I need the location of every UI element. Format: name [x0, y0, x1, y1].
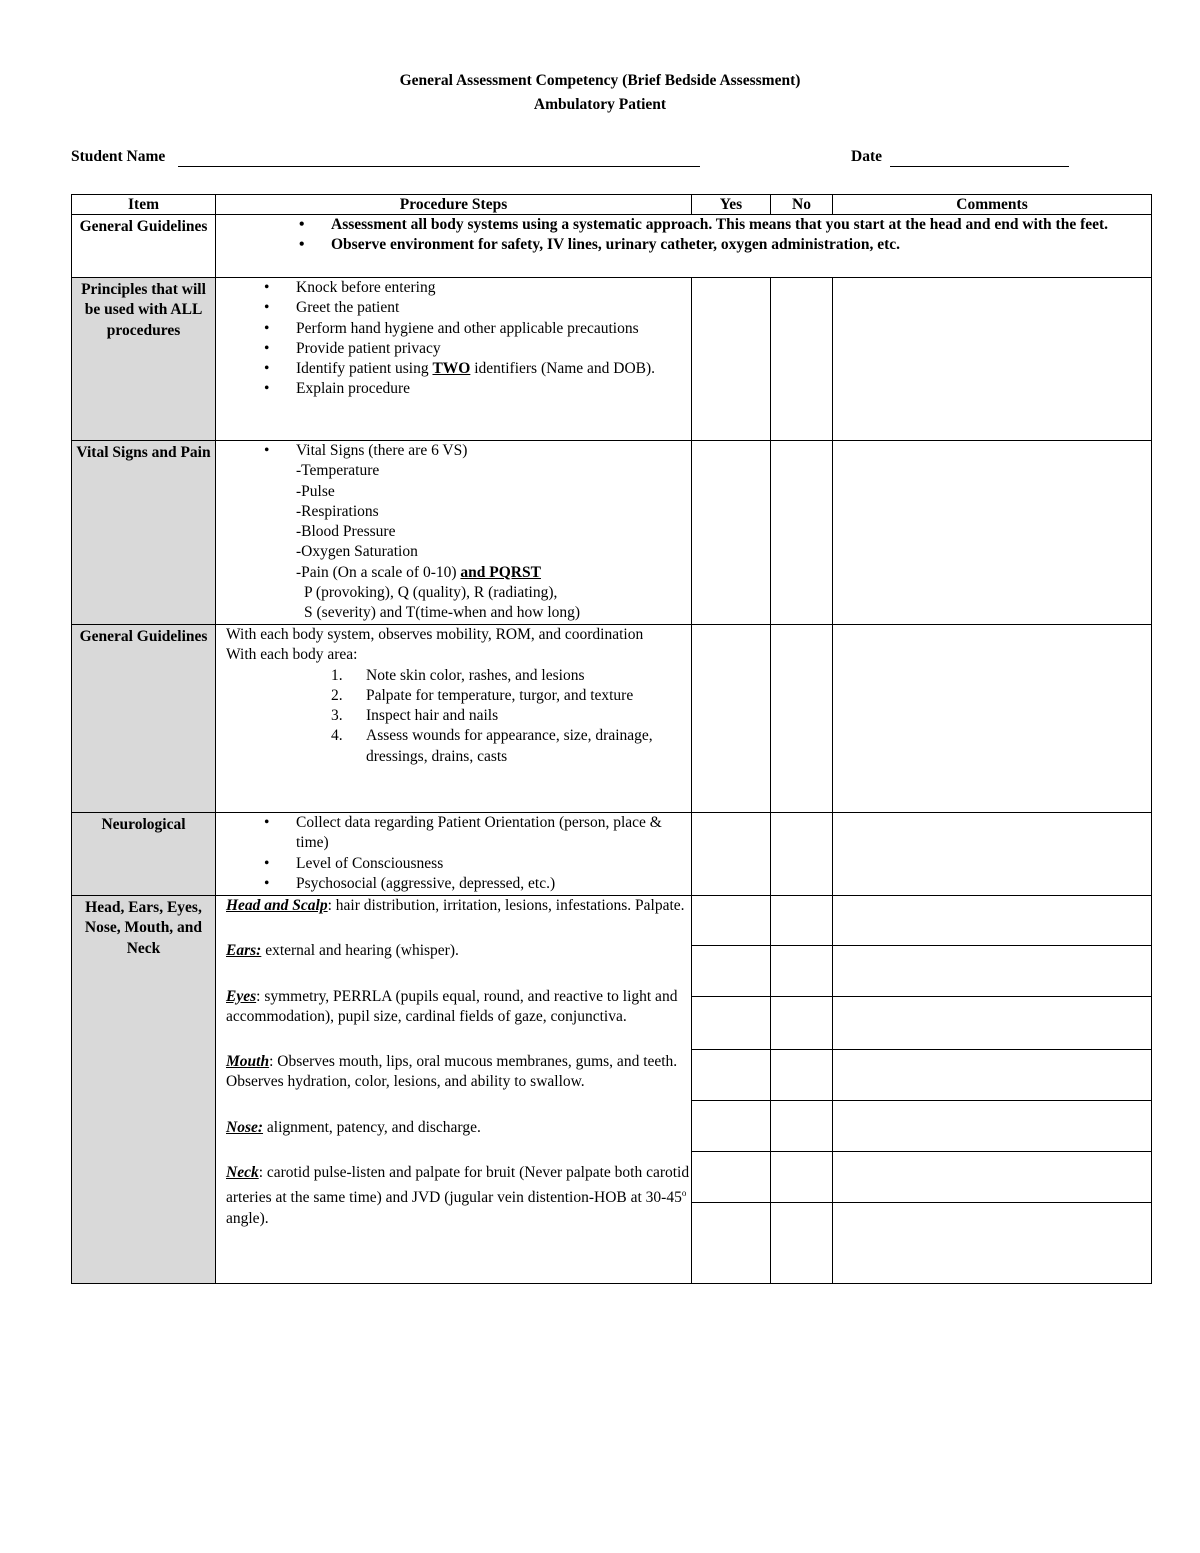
vital-respirations: -Respirations: [296, 502, 379, 520]
no-checkbox[interactable]: [771, 1203, 833, 1284]
guideline-intro-2: With each body area:: [226, 646, 358, 664]
yes-checkbox[interactable]: [692, 625, 771, 813]
pqrst-line-1: P (provoking), Q (quality), R (radiating),: [304, 584, 558, 602]
table-row: [72, 278, 1152, 441]
no-checkbox[interactable]: [771, 441, 833, 625]
item-neurological: Neurological: [72, 813, 216, 896]
comments-cell[interactable]: [833, 278, 1152, 441]
form-subtitle: Ambulatory Patient: [533, 96, 667, 113]
yes-checkbox[interactable]: [692, 997, 771, 1050]
mouth-section: [226, 1052, 691, 1093]
no-checkbox[interactable]: [771, 278, 833, 441]
eyes-text: : symmetry, PERRLA (pupils equal, round, and reactive to light and accommodation), pupil size, cardinal fields of gaze, conjunctiva.: [226, 987, 678, 1025]
procedure-heent: [216, 896, 692, 1284]
item-general-guidelines: General Guidelines: [72, 215, 216, 278]
procedure-general-guidelines-2: [216, 625, 692, 813]
yes-checkbox[interactable]: [692, 1203, 771, 1284]
col-no: No: [771, 195, 833, 215]
list-item: • Vital Signs (there are 6 VS): [296, 441, 691, 461]
table-row: [72, 813, 1152, 896]
vital-oxygen: -Oxygen Saturation: [296, 543, 418, 561]
list-item: 2. Palpate for temperature, turgor, and texture: [366, 686, 691, 706]
yes-checkbox[interactable]: [692, 1050, 771, 1101]
identify-text: Identify patient using: [296, 360, 429, 378]
procedure-neurological: [216, 813, 692, 896]
list-item: • Observe environment for safety, IV lines, urinary catheter, oxygen administration, etc.: [331, 235, 1151, 255]
pqrst-emphasis: and PQRST: [460, 563, 541, 581]
yes-checkbox[interactable]: [692, 946, 771, 997]
comments-cell[interactable]: [833, 441, 1152, 625]
no-checkbox[interactable]: [771, 997, 833, 1050]
no-checkbox[interactable]: [771, 1050, 833, 1101]
list-item: • Knock before entering: [296, 278, 691, 298]
pain-text: -Pain (On a scale of 0-10): [296, 563, 461, 581]
neck-section: [226, 1163, 691, 1229]
degree-sign: o: [681, 1188, 687, 1199]
no-checkbox[interactable]: [771, 896, 833, 946]
yes-checkbox[interactable]: [692, 1101, 771, 1152]
procedure-principles: [216, 278, 692, 441]
two-emphasis: TWO: [432, 360, 471, 378]
neck-text: : carotid pulse-listen and palpate for bruit (Never palpate both carotid arteries at the same time) and JVD (jugular vein distention-HOB at 30-45: [226, 1164, 690, 1207]
comments-cell[interactable]: [833, 1203, 1152, 1284]
comments-cell[interactable]: [833, 946, 1152, 997]
student-name-label: Student Name: [71, 148, 166, 165]
no-checkbox[interactable]: [771, 946, 833, 997]
no-checkbox[interactable]: [771, 1101, 833, 1152]
list-item: • Provide patient privacy: [296, 339, 691, 359]
ears-text: external and hearing (whisper).: [261, 942, 459, 960]
item-vital-signs: Vital Signs and Pain: [72, 441, 216, 625]
student-name-field[interactable]: [178, 166, 700, 167]
nose-text: alignment, patency, and discharge.: [263, 1118, 481, 1136]
yes-checkbox[interactable]: [692, 441, 771, 625]
date-label: Date: [851, 148, 882, 165]
assessment-table: [71, 194, 1152, 1284]
procedure-general-guidelines: [216, 215, 1152, 278]
date-field[interactable]: [890, 166, 1069, 167]
item-general-guidelines-2: General Guidelines: [72, 625, 216, 813]
vital-pulse: -Pulse: [296, 482, 335, 500]
vital-temperature: -Temperature: [296, 462, 380, 480]
comments-cell[interactable]: [833, 813, 1152, 896]
neck-end: angle).: [226, 1209, 269, 1227]
vital-blood-pressure: -Blood Pressure: [296, 523, 396, 541]
yes-checkbox[interactable]: [692, 813, 771, 896]
comments-cell[interactable]: [833, 896, 1152, 946]
list-item: • Psychosocial (aggressive, depressed, etc.): [296, 874, 691, 894]
table-row: [72, 441, 1152, 625]
item-principles: Principles that will be used with ALL procedures: [72, 278, 216, 441]
list-item: [296, 359, 691, 379]
col-item: Item: [72, 195, 216, 215]
eyes-label: Eyes: [226, 987, 257, 1005]
no-checkbox[interactable]: [771, 625, 833, 813]
head-scalp-section: [226, 896, 691, 916]
mouth-text: : Observes mouth, lips, oral mucous membranes, gums, and teeth. Observes hydration, color, lesions, and ability to swallow.: [226, 1053, 678, 1091]
table-row: [72, 625, 1152, 813]
list-item: • Perform hand hygiene and other applicable precautions: [296, 319, 691, 339]
neck-label: Neck: [226, 1164, 259, 1182]
item-heent: Head, Ears, Eyes, Nose, Mouth, and Neck: [72, 896, 216, 1284]
comments-cell[interactable]: [833, 997, 1152, 1050]
ears-label: Ears:: [226, 942, 262, 960]
nose-label: Nose:: [226, 1118, 264, 1136]
identifiers-text: identifiers (Name and DOB).: [470, 360, 656, 378]
col-yes: Yes: [692, 195, 771, 215]
yes-checkbox[interactable]: [692, 1152, 771, 1203]
head-scalp-text: : hair distribution, irritation, lesions, infestations. Palpate.: [327, 897, 685, 914]
procedure-vital-signs: [216, 441, 692, 625]
col-procedure-steps: Procedure Steps: [216, 195, 692, 215]
comments-cell[interactable]: [833, 625, 1152, 813]
mouth-label: Mouth: [226, 1053, 270, 1071]
list-item: • Assessment all body systems using a systematic approach. This means that you start at the head and end with the feet.: [331, 215, 1151, 235]
list-item: • Collect data regarding Patient Orientation (person, place & time): [296, 813, 691, 854]
col-comments: Comments: [833, 195, 1152, 215]
vital-pain: [226, 563, 691, 583]
eyes-section: [226, 987, 691, 1028]
table-row: [72, 896, 1152, 946]
comments-cell[interactable]: [833, 1050, 1152, 1101]
head-scalp-label: Head and Scalp: [226, 897, 328, 914]
table-header-row: [72, 195, 1152, 215]
list-item: • Explain procedure: [296, 379, 691, 399]
yes-checkbox[interactable]: [692, 278, 771, 441]
list-item: • Level of Consciousness: [296, 854, 691, 874]
list-item: 3. Inspect hair and nails: [366, 706, 691, 726]
list-item: 1. Note skin color, rashes, and lesions: [366, 666, 691, 686]
form-title: General Assessment Competency (Brief Bedside Assessment): [399, 72, 801, 89]
pqrst-line-2: S (severity) and T(time-when and how long): [304, 604, 581, 622]
yes-checkbox[interactable]: [692, 896, 771, 946]
guideline-intro-1: With each body system, observes mobility, ROM, and coordination: [226, 626, 644, 643]
nose-section: [226, 1118, 691, 1138]
table-row: [72, 215, 1152, 278]
comments-cell[interactable]: [833, 1152, 1152, 1203]
no-checkbox[interactable]: [771, 813, 833, 896]
no-checkbox[interactable]: [771, 1152, 833, 1203]
list-item: • Greet the patient: [296, 298, 691, 318]
list-item: 4. Assess wounds for appearance, size, drainage, dressings, drains, casts: [366, 726, 691, 767]
comments-cell[interactable]: [833, 1101, 1152, 1152]
ears-section: [226, 941, 691, 961]
